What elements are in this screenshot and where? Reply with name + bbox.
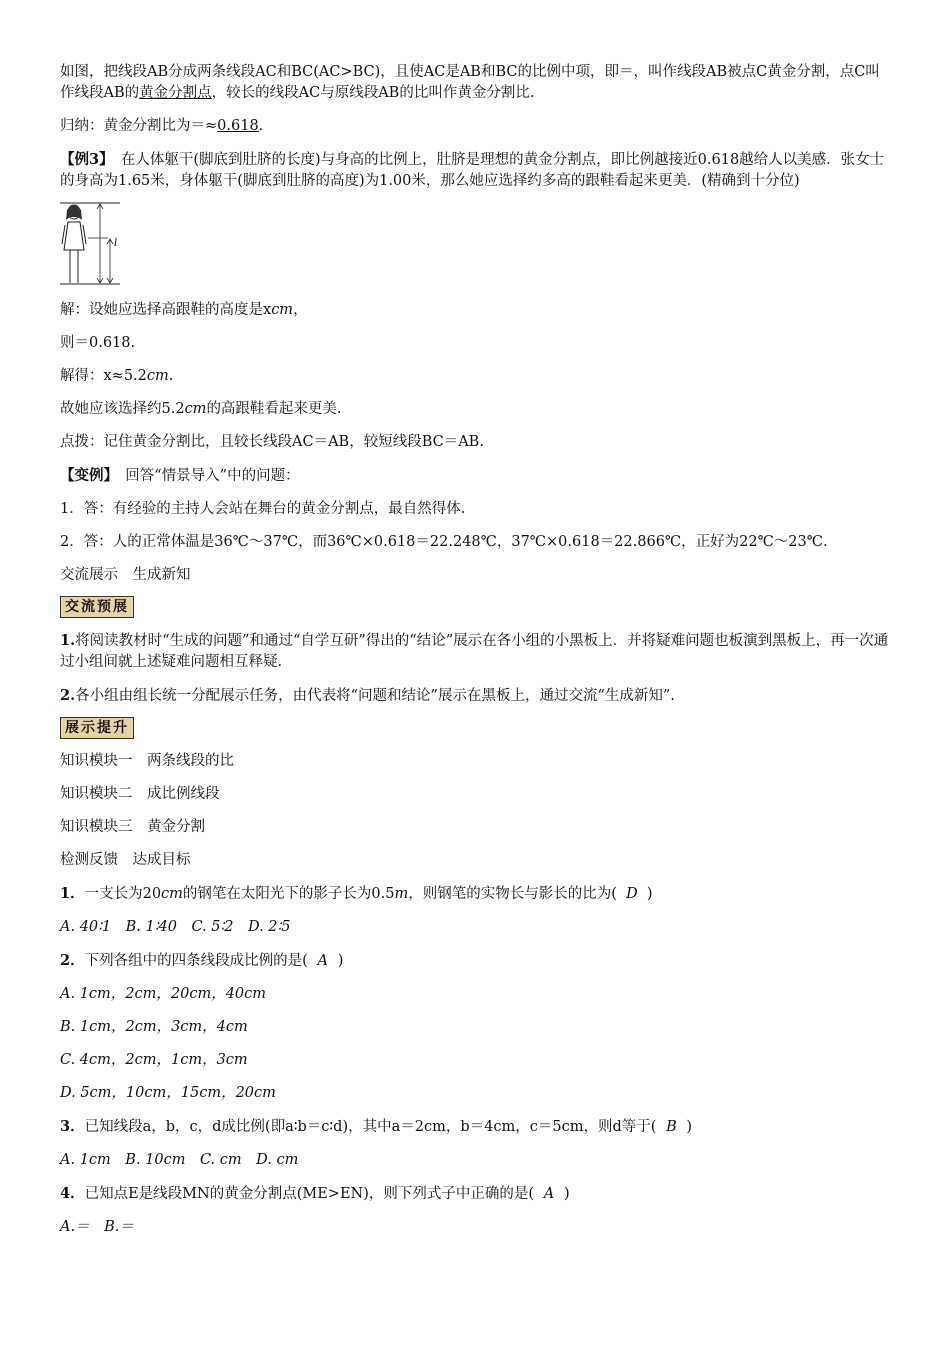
q2-option-b: B. 1cm，2cm，3cm，4cm [60, 1019, 248, 1035]
golden-section-definition: 如图，把线段AB分成两条线段AC和BC(AC>BC)，且使AC是AB和BC的比例中项，即＝，叫作线段AB被点C黄金分割，点C叫作线段AB的黄金分割点，较长的线段AC与原线段AB的比叫作黄金分割比. [60, 64, 880, 101]
document-page [60, 62, 892, 1238]
q1-options: A. 40∶1 B. 1∶40 C. 5∶2 D. 2∶5 [60, 919, 291, 935]
woman-height-figure [60, 200, 892, 288]
question-2: 2．下列各组中的四条线段成比例的是( A ) [60, 950, 892, 972]
hint-paragraph: 点拨：记住黄金分割比，且较长线段AC＝AB，较短线段BC＝AB. [60, 434, 484, 450]
variant-example: 【变例】 回答“情景导入”中的问题： [60, 467, 300, 484]
golden-ratio-value: 0.618 [217, 118, 259, 134]
badge-exchange-preview: 交流预展 [60, 596, 134, 618]
list-item: 1.将阅读教材时“生成的问题”和通过“自学互研”得出的“结论”展示在各小组的小黑板上．并将疑难问题也板演到黑板上，再一次通过小组间就上述疑难问题相互释疑. [60, 632, 889, 670]
q2-option-c: C. 4cm，2cm，1cm，3cm [60, 1052, 248, 1068]
solution-line-3: 解得：x≈5.2cm. [60, 368, 174, 384]
module-2: 知识模块二 成比例线段 [60, 786, 220, 802]
example-3: 【例3】 在人体躯干(脚底到肚脐的长度)与身高的比例上，肚脐是理想的黄金分割点，即比例越接近0.618越给人以美感．张女士的身高为1.65米，身体躯干(脚底到肚脐的高度)为1.00米，那么她应选择约多高的跟鞋看起来更美．(精确到十分位) [60, 151, 885, 189]
example-3-tag: 【例3】 [60, 151, 107, 168]
answer-q4: A [543, 1186, 555, 1202]
variant-answer-2: 2．答：人的正常体温是36℃～37℃，而36℃×0.618＝22.248℃，37℃×0.618＝22.866℃，正好为22℃～23℃. [60, 534, 828, 550]
section-heading-exchange: 交流展示 生成新知 [60, 567, 191, 583]
answer-q1: D [626, 886, 638, 902]
module-1: 知识模块一 两条线段的比 [60, 753, 234, 769]
answer-q3: B [666, 1119, 677, 1135]
solution-line-4: 故她应该选择约5.2cm的高跟鞋看起来更美. [60, 401, 342, 417]
woman-silhouette-icon [60, 200, 130, 288]
q2-option-d: D. 5cm，10cm，15cm，20cm [60, 1085, 276, 1101]
module-3: 知识模块三 黄金分割 [60, 819, 205, 835]
list-item: 2.各小组由组长统一分配展示任务，由代表将“问题和结论”展示在黑板上，通过交流“生成新知”. [60, 687, 675, 704]
solution-line-2: 则＝0.618. [60, 335, 136, 351]
golden-ratio-summary: 归纳：黄金分割比为＝≈0.618. [60, 118, 264, 134]
solution-line-1: 解：设她应选择高跟鞋的高度是xcm， [60, 302, 308, 318]
figure-label-l: l [114, 238, 118, 249]
answer-q2: A [317, 953, 328, 969]
badge-show-improve: 展示提升 [60, 717, 134, 739]
question-4: 4．已知点E是线段MN的黄金分割点(ME>EN)，则下列式子中正确的是( A ) [60, 1183, 892, 1205]
question-1: 1．一支长为20cm的钢笔在太阳光下的影子长为0.5m，则钢笔的实物长与影长的比为( D ) [60, 883, 892, 905]
q3-options: A. 1cm B. 10cm C. cm D. cm [60, 1152, 299, 1168]
section-heading-feedback: 检测反馈 达成目标 [60, 852, 191, 868]
q4-options: A.＝ B.＝ [60, 1219, 134, 1235]
golden-point-term: 黄金分割点 [139, 85, 212, 101]
q2-option-a: A. 1cm，2cm，20cm，40cm [60, 986, 267, 1002]
variant-answer-1: 1．答：有经验的主持人会站在舞台的黄金分割点，最自然得体. [60, 501, 466, 517]
question-3: 3．已知线段a，b，c，d成比例(即a∶b＝c∶d)，其中a＝2cm，b＝4cm，c＝5cm，则d等于( B ) [60, 1116, 892, 1138]
